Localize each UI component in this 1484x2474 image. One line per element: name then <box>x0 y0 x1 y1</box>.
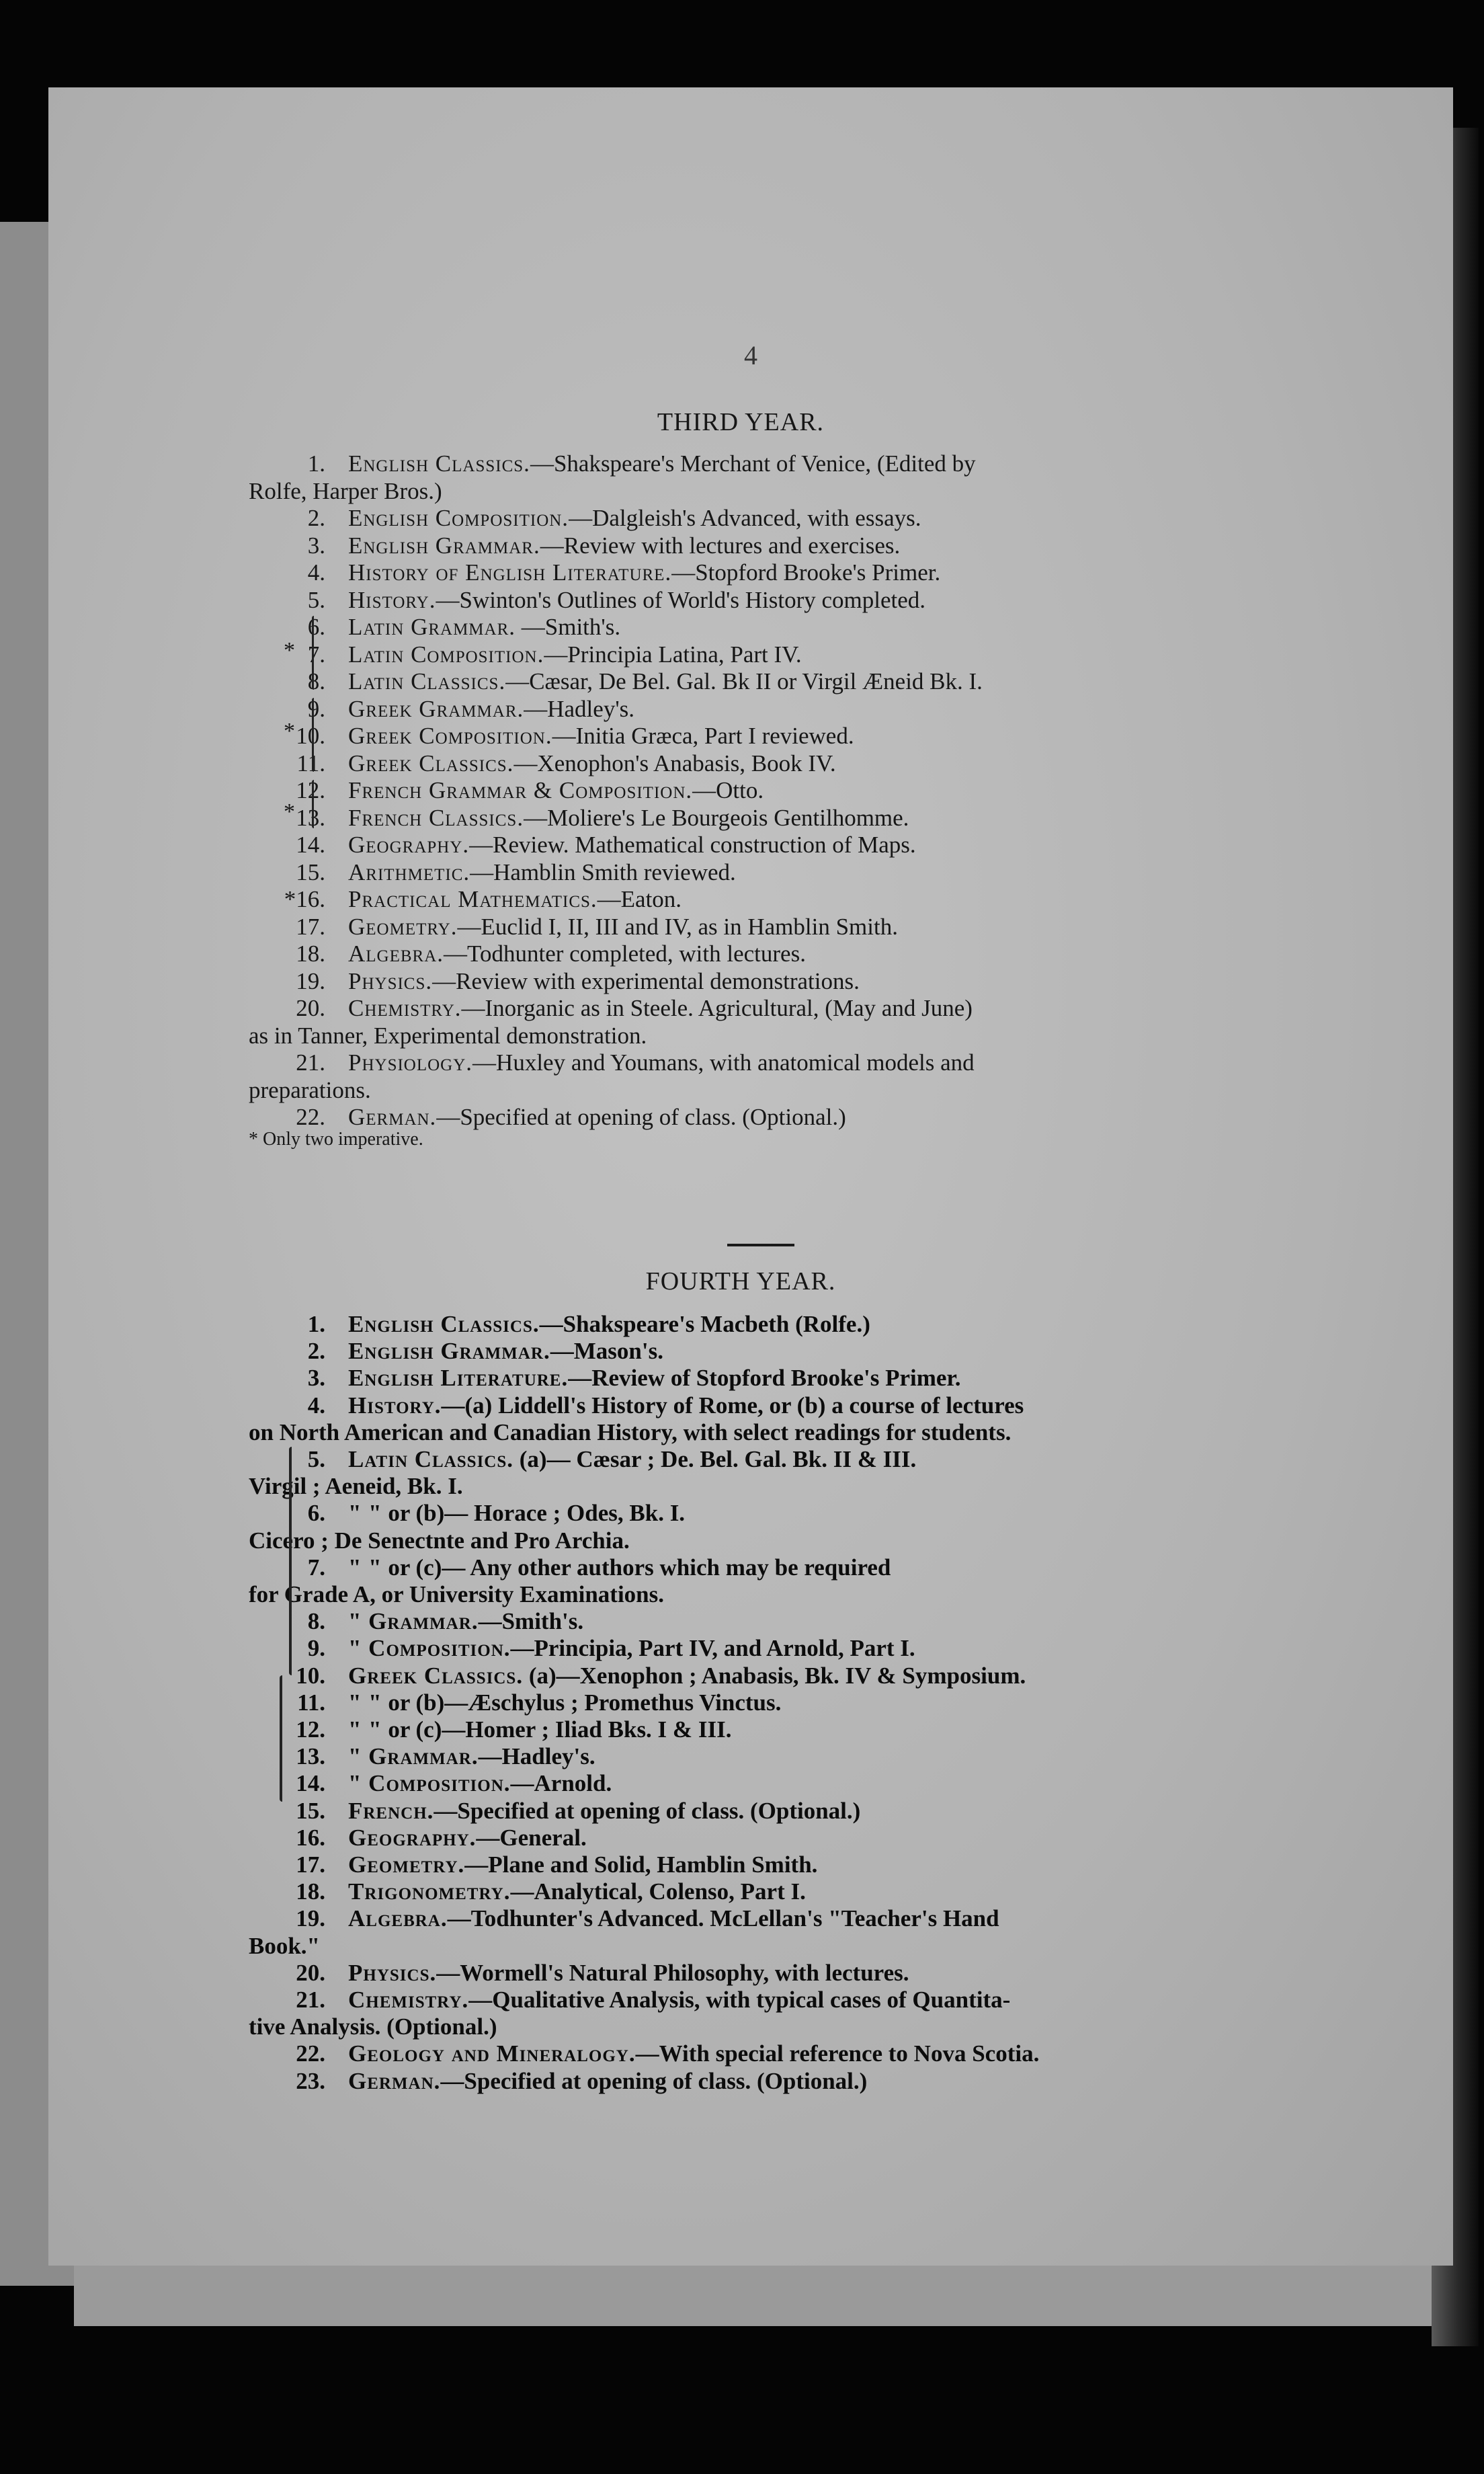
subject-name: Practical Mathematics. <box>348 886 597 912</box>
item-number: 16. <box>296 1824 325 1851</box>
group-mark-latin: * <box>284 638 295 663</box>
subject-name: " " <box>348 1554 382 1581</box>
item-number: 11. <box>297 1689 325 1716</box>
fourth-year-item-line <box>277 1311 870 1338</box>
fourth-year-item-line <box>277 1960 909 1987</box>
fourth-year-item-line <box>249 1933 320 1960</box>
item-text: for Grade A, or University Examinations. <box>249 1581 665 1607</box>
third-year-item-line <box>277 941 806 967</box>
third-year-item-line <box>277 777 764 804</box>
item-number: 19. <box>296 1905 325 1932</box>
item-number: 14. <box>296 1770 325 1797</box>
item-text: —General. <box>476 1824 587 1851</box>
third-year-item-line <box>277 532 900 559</box>
subject-name: English Literature. <box>348 1365 569 1392</box>
subject-name: Greek Classics. <box>348 1662 524 1689</box>
item-text: (a)—Xenophon ; Anabasis, Bk. IV & Symposium. <box>523 1662 1026 1689</box>
third-year-item-line <box>277 914 898 941</box>
subject-name: Latin Classics. <box>348 668 506 694</box>
third-year-item-line <box>277 750 836 777</box>
subject-name: History of English Literature. <box>348 559 672 586</box>
item-number: 1. <box>307 1311 325 1337</box>
subject-name: " " <box>348 1689 382 1716</box>
item-text: —(a) Liddell's History of Rome, or (b) a course of lectures <box>441 1392 1024 1419</box>
subject-name: " Composition. <box>348 1770 511 1797</box>
item-number: 1. <box>307 450 325 477</box>
page-number: 4 <box>744 340 757 370</box>
item-number: 4. <box>307 1392 325 1419</box>
item-text: —Arnold. <box>510 1770 612 1797</box>
third-year-item-line <box>277 832 916 859</box>
item-number: 21. <box>296 1049 325 1076</box>
item-number: 15. <box>296 859 325 885</box>
item-text: —Hadley's. <box>524 695 634 722</box>
item-number: 9. <box>307 695 325 722</box>
item-text: —Initia Græca, Part I reviewed. <box>552 723 854 749</box>
fourth-year-item-line <box>277 1798 860 1825</box>
item-number: 8. <box>307 1608 325 1635</box>
subject-name: Geology and Mineralogy. <box>348 2040 636 2067</box>
subject-name: Algebra. <box>348 941 444 967</box>
item-text: —Eaton. <box>597 886 682 912</box>
third-year-item-line <box>277 641 802 668</box>
fourth-year-item-line <box>277 1770 612 1797</box>
fourth-year-item-line <box>249 2013 497 2040</box>
item-number: 9. <box>307 1635 325 1662</box>
fourth-year-item-line <box>277 1365 960 1392</box>
item-number: 7. <box>307 641 325 668</box>
item-text: —Hadley's. <box>478 1743 595 1770</box>
section-divider <box>727 1244 794 1246</box>
bracket-greek <box>312 698 314 772</box>
item-number: 15. <box>296 1797 325 1824</box>
subject-name: English Grammar. <box>348 532 540 559</box>
fourth-year-heading: FOURTH YEAR. <box>645 1267 836 1295</box>
subject-name: Latin Composition. <box>348 641 544 668</box>
subject-name: Geometry. <box>348 913 458 940</box>
fourth-year-item-line <box>277 1635 915 1662</box>
document-page <box>48 87 1453 2266</box>
item-number: 3. <box>307 532 325 559</box>
item-number: 18. <box>296 941 325 967</box>
group-mark-french: * <box>284 799 295 824</box>
third-year-item-line <box>249 1023 647 1049</box>
subject-name: German. <box>348 2067 441 2094</box>
item-text: —Principia, Part IV, and Arnold, Part I. <box>510 1635 915 1662</box>
third-year-item-line <box>249 1077 371 1104</box>
item-text: —Shakspeare's Merchant of Venice, (Edited by <box>530 450 976 477</box>
item-number: 2. <box>307 1338 325 1365</box>
item-number: 10. <box>296 1662 325 1689</box>
item-text: —Plane and Solid, Hamblin Smith. <box>464 1851 818 1878</box>
item-text: —Review of Stopford Brooke's Primer. <box>568 1365 961 1392</box>
subject-name: Geography. <box>348 1824 477 1851</box>
item-text: or (c)—Homer ; Iliad Bks. I & III. <box>382 1716 732 1743</box>
fourth-year-item-line <box>277 1446 916 1473</box>
item-number: 22. <box>296 2040 325 2067</box>
item-text: —Huxley and Youmans, with anatomical models and <box>472 1049 975 1076</box>
item-text: —Xenophon's Anabasis, Book IV. <box>513 750 836 776</box>
third-year-item-line <box>277 505 921 532</box>
fourth-year-item-line <box>249 1473 463 1500</box>
subject-name: Greek Composition. <box>348 723 552 749</box>
item-number: 6. <box>307 614 325 640</box>
item-number: 5. <box>307 586 325 613</box>
subject-name: Greek Classics. <box>348 750 514 776</box>
fourth-year-item-line <box>277 1743 595 1770</box>
fourth-year-item-line <box>277 1689 781 1716</box>
subject-name: History. <box>348 586 436 613</box>
subject-name: " Composition. <box>348 1635 511 1662</box>
item-number: 8. <box>307 668 325 694</box>
subject-name: Geometry. <box>348 1851 465 1878</box>
item-number: 19. <box>296 967 325 994</box>
third-year-item-line <box>277 1049 975 1076</box>
subject-name: " " <box>348 1716 382 1743</box>
item-text: —Inorganic as in Steele. Agricultural, (May and June) <box>461 995 973 1021</box>
third-year-item-line <box>277 614 620 641</box>
third-year-item-line <box>277 968 860 995</box>
item-text: —Cæsar, De Bel. Gal. Bk II or Virgil Æneid Bk. I. <box>505 668 983 694</box>
item-text: or (c)— Any other authors which may be required <box>382 1554 891 1581</box>
item-text: —Review with experimental demonstrations. <box>432 967 860 994</box>
subject-name: English Classics. <box>348 450 530 477</box>
third-year-item-line <box>277 559 940 586</box>
subject-name: Physics. <box>348 1959 437 1986</box>
item-number: 3. <box>307 1365 325 1392</box>
item-text: —Hamblin Smith reviewed. <box>470 859 736 885</box>
subject-name: French Grammar & Composition. <box>348 777 693 803</box>
item-number: 21. <box>296 1987 325 2013</box>
fourth-year-item-line <box>277 2068 867 2095</box>
item-number: *16. <box>284 886 325 912</box>
fourth-year-item-line <box>277 1825 587 1851</box>
subject-name: Chemistry. <box>348 995 462 1021</box>
fourth-year-item-line <box>277 1500 685 1527</box>
item-text: as in Tanner, Experimental demonstration. <box>249 1022 647 1049</box>
third-year-item-line <box>277 668 983 695</box>
item-text: Cicero ; De Senectnte and Pro Archia. <box>249 1527 630 1554</box>
item-text: —Review. Mathematical construction of Maps. <box>469 832 916 858</box>
subject-name: Algebra. <box>348 1905 448 1932</box>
third-year-item-line <box>277 450 976 477</box>
subject-name: Latin Classics. <box>348 1446 514 1472</box>
subject-name: French Classics. <box>348 804 524 831</box>
item-number: 22. <box>296 1104 325 1130</box>
item-text: on North American and Canadian History, with select readings for students. <box>249 1419 1012 1445</box>
item-number: 23. <box>296 2067 325 2094</box>
bracket-french <box>312 780 314 828</box>
item-number: 13. <box>296 804 325 831</box>
fourth-year-item-line <box>277 1338 663 1365</box>
item-text: —Specified at opening of class. (Optional.) <box>434 1797 861 1824</box>
item-text: —Specified at opening of class. (Optional.) <box>440 2067 868 2094</box>
item-text: —Shakspeare's Macbeth (Rolfe.) <box>539 1311 870 1337</box>
item-text: Rolfe, Harper Bros.) <box>249 477 442 504</box>
third-year-item-line <box>277 886 682 913</box>
subject-name: Latin Grammar. <box>348 614 516 640</box>
subject-name: " " <box>348 1500 382 1527</box>
item-text: —Todhunter's Advanced. McLellan's "Teacher's Hand <box>447 1905 999 1932</box>
item-text: —Principia Latina, Part IV. <box>544 641 802 668</box>
fourth-year-item-line <box>277 1608 583 1635</box>
bracket-latin-classics <box>289 1447 292 1675</box>
item-number: 6. <box>307 1500 325 1527</box>
third-year-item-line <box>277 696 634 723</box>
third-year-item-line <box>277 805 909 832</box>
item-text: —Todhunter completed, with lectures. <box>444 941 806 967</box>
subject-name: " Grammar. <box>348 1608 479 1635</box>
third-year-item-line <box>249 478 442 505</box>
bracket-latin <box>312 616 314 690</box>
item-number: 20. <box>296 1959 325 1986</box>
item-text: or (b)— Horace ; Odes, Bk. I. <box>382 1500 686 1527</box>
item-text: —Qualitative Analysis, with typical cases of Quantita- <box>468 1987 1011 2013</box>
subject-name: Physics. <box>348 967 433 994</box>
footnote: * Only two imperative. <box>249 1129 423 1150</box>
subject-name: Chemistry. <box>348 1987 469 2013</box>
fourth-year-item-line <box>249 1419 1011 1446</box>
item-number: 2. <box>307 505 325 531</box>
item-number: 5. <box>307 1446 325 1472</box>
item-text: —Euclid I, II, III and IV, as in Hamblin Smith. <box>457 913 898 940</box>
item-number: 12. <box>296 777 325 803</box>
item-text: Virgil ; Aeneid, Bk. I. <box>249 1473 463 1500</box>
fourth-year-item-line <box>277 1392 1024 1419</box>
subject-name: Physiology. <box>348 1049 473 1076</box>
item-text: Book." <box>249 1932 320 1959</box>
bracket-greek-classics <box>280 1675 282 1802</box>
fourth-year-item-line <box>277 1878 806 1905</box>
subject-name: Arithmetic. <box>348 859 470 885</box>
subject-name: Trigonometry. <box>348 1878 511 1905</box>
item-text: —Dalgleish's Advanced, with essays. <box>569 505 921 531</box>
subject-name: English Composition. <box>348 505 569 531</box>
third-year-item-line <box>277 859 736 886</box>
item-text: —Stopford Brooke's Primer. <box>671 559 941 586</box>
subject-name: Greek Grammar. <box>348 695 524 722</box>
item-text: —Otto. <box>692 777 764 803</box>
item-number: 17. <box>296 1851 325 1878</box>
item-number: 4. <box>307 559 325 586</box>
item-text: preparations. <box>249 1076 371 1103</box>
subject-name: History. <box>348 1392 442 1419</box>
item-text: —Specified at opening of class. (Optional.) <box>436 1104 846 1130</box>
item-number: 20. <box>296 995 325 1021</box>
item-text: —Smith's. <box>516 614 621 640</box>
fourth-year-item-line <box>277 1905 999 1932</box>
third-year-item-line <box>277 995 973 1022</box>
item-text: or (b)—Æschylus ; Promethus Vinctus. <box>382 1689 782 1716</box>
item-number: 7. <box>307 1554 325 1581</box>
group-mark-greek: * <box>284 719 295 744</box>
item-text: —Analytical, Colenso, Part I. <box>510 1878 806 1905</box>
item-text: —Moliere's Le Bourgeois Gentilhomme. <box>524 804 909 831</box>
item-text: (a)— Cæsar ; De. Bel. Gal. Bk. II & III. <box>513 1446 917 1472</box>
fourth-year-item-line <box>249 1581 664 1608</box>
third-year-item-line <box>277 723 854 750</box>
item-text: —Swinton's Outlines of World's History completed. <box>436 586 926 613</box>
item-number: 18. <box>296 1878 325 1905</box>
item-text: —With special reference to Nova Scotia. <box>635 2040 1040 2067</box>
item-number: 14. <box>296 832 325 858</box>
item-text: —Review with lectures and exercises. <box>540 532 901 559</box>
fourth-year-item-line <box>277 1851 817 1878</box>
fourth-year-item-line <box>277 1663 1026 1689</box>
item-text: tive Analysis. (Optional.) <box>249 2013 497 2040</box>
item-text: —Wormell's Natural Philosophy, with lectures. <box>436 1959 909 1986</box>
item-number: 11. <box>296 750 325 776</box>
item-text: —Smith's. <box>478 1608 584 1635</box>
subject-name: English Grammar. <box>348 1338 550 1365</box>
item-number: 10. <box>296 723 325 749</box>
subject-name: " Grammar. <box>348 1743 479 1770</box>
fourth-year-item-line <box>249 1527 630 1554</box>
subject-name: French. <box>348 1797 434 1824</box>
subject-name: German. <box>348 1104 437 1130</box>
subject-name: English Classics. <box>348 1311 540 1337</box>
item-number: 13. <box>296 1743 325 1770</box>
subject-name: Geography. <box>348 832 470 858</box>
fourth-year-item-line <box>277 1554 891 1581</box>
fourth-year-item-line <box>277 1716 731 1743</box>
item-number: 17. <box>296 913 325 940</box>
fourth-year-item-line <box>277 1987 1010 2013</box>
item-text: —Mason's. <box>550 1338 663 1365</box>
fourth-year-item-line <box>277 2040 1039 2067</box>
third-year-item-line <box>277 587 925 614</box>
third-year-heading: THIRD YEAR. <box>657 408 825 436</box>
item-number: 12. <box>296 1716 325 1743</box>
